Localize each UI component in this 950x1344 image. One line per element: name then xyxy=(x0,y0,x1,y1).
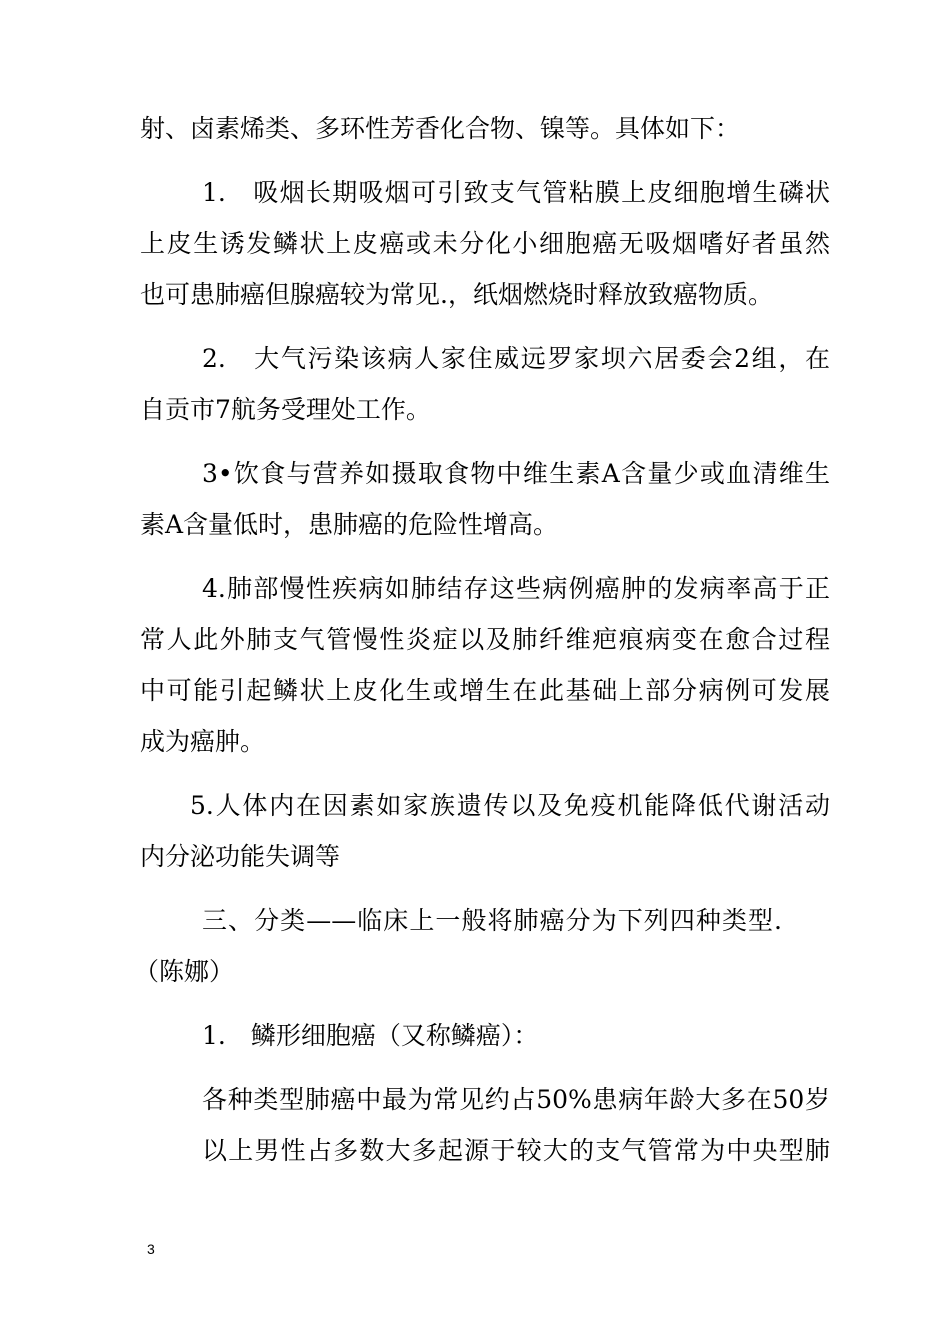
text-line: 1. 吸烟长期吸烟可引致支气管粘膜上皮细胞增生磷状 xyxy=(202,178,830,207)
text-line: 以上男性占多数大多起源于较大的支气管常为中央型肺 xyxy=(202,1136,830,1165)
text-line: 各种类型肺癌中最为常见约占50%患病年龄大多在50岁 xyxy=(202,1085,830,1114)
text-line: 也可患肺癌但腺癌较为常见.，纸烟燃烧时释放致癌物质。 xyxy=(140,280,773,309)
text-line: 上皮生诱发鳞状上皮癌或未分化小细胞癌无吸烟嗜好者虽然 xyxy=(140,229,830,258)
text-line: 2. 大气污染该病人家住威远罗家坝六居委会2组，在 xyxy=(202,344,830,373)
text-line: 内分泌功能失调等 xyxy=(140,842,341,871)
text-line: （陈娜） xyxy=(134,957,235,986)
text-line: 5.人体内在因素如家族遗传以及免疫机能降低代谢活动 xyxy=(190,791,830,820)
page-number: 3 xyxy=(147,1241,155,1257)
text-line: 射、卤素烯类、多环性芳香化合物、镍等。具体如下： xyxy=(140,114,741,143)
text-line: 3•饮食与营养如摄取食物中维生素A含量少或血清维生 xyxy=(202,459,830,488)
text-line: 成为癌肿。 xyxy=(140,727,266,756)
text-line: 中可能引起鳞状上皮化生或增生在此基础上部分病例可发展 xyxy=(140,676,830,705)
text-line: 4.肺部慢性疾病如肺结存这些病例癌肿的发病率高于正 xyxy=(202,574,830,603)
text-line: 素A含量低时，患肺癌的危险性增高。 xyxy=(140,510,559,539)
text-line: 自贡市7航务受理处工作。 xyxy=(140,395,431,424)
text-line: 常人此外肺支气管慢性炎症以及肺纤维疤痕病变在愈合过程 xyxy=(140,625,830,654)
text-line: 三、分类——临床上一般将肺癌分为下列四种类型. xyxy=(202,906,782,935)
text-line: 1. 鳞形细胞癌（又称鳞癌）： xyxy=(202,1021,539,1050)
